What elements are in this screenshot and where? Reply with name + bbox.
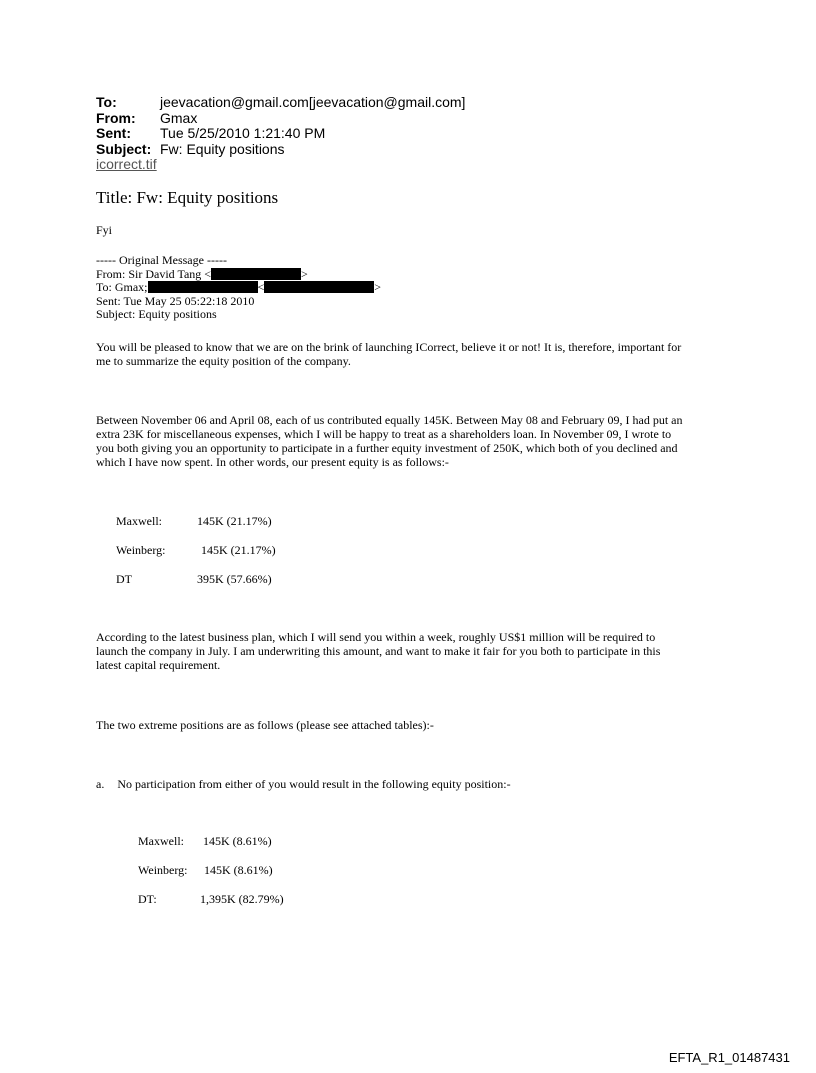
subject-label: Subject:: [96, 140, 152, 157]
to-label: To:: [96, 94, 117, 110]
greeting: Fyi: [96, 223, 113, 237]
paragraph-line: Between November 06 and April 08, each of us contributed equally 145K. Between May 08 and February 09, I had put an: [96, 413, 683, 427]
paragraph-launch: [96, 340, 681, 368]
from-value: Gmax: [160, 109, 198, 126]
original-to-mid: <: [257, 280, 265, 294]
to-value: jeevacation@gmail.com[jeevacation@gmail.com]: [160, 94, 466, 110]
sent-value: Tue 5/25/2010 1:21:40 PM: [160, 125, 326, 141]
paragraph-line: You will be pleased to know that we are on the brink of launching ICorrect, believe it or not! It is, therefore, important for: [96, 340, 682, 354]
paragraph-line: According to the latest business plan, which I will send you within a week, roughly US$1 million will be required to: [96, 630, 656, 644]
paragraph-line: launch the company in July. I am underwriting this amount, and want to make it fair for you both to participate in this: [96, 644, 661, 658]
equity-value: 145K (8.61%): [204, 863, 273, 877]
paragraph-line: extra 23K for miscellaneous expenses, which I will be happy to treat as a shareholders loan. In November 09, I wrote to: [96, 427, 672, 441]
sent-label: Sent:: [96, 125, 131, 141]
original-divider: ----- Original Message -----: [96, 253, 227, 267]
document-title: Title: Fw: Equity positions: [96, 188, 279, 207]
equity-name: Weinberg:: [138, 863, 188, 877]
attachment-link[interactable]: icorrect.tif: [96, 156, 157, 172]
original-sent: Sent: Tue May 25 05:22:18 2010: [96, 293, 255, 308]
paragraph-line: latest capital requirement.: [96, 658, 221, 672]
original-from: [96, 268, 381, 282]
equity-name: Maxwell:: [116, 514, 162, 528]
original-to-prefix: To: Gmax;: [96, 280, 148, 294]
equity-name: Maxwell:: [138, 834, 184, 848]
original-from-suffix: >: [301, 266, 308, 281]
original-from-prefix: From: Sir David Tang <: [96, 266, 212, 281]
equity-value: 1,395K (82.79%): [200, 892, 284, 906]
document-id-footer: EFTA_R1_01487431: [668, 1050, 790, 1065]
paragraph-line: which I have now spent. In other words, our present equity is as follows:-: [96, 455, 449, 469]
list-marker: a.: [96, 777, 105, 791]
paragraph-line: me to summarize the equity position of the company.: [96, 354, 351, 368]
list-item-a: [96, 777, 511, 791]
equity-value: 145K (21.17%): [201, 543, 276, 557]
redaction-bar: [264, 281, 374, 293]
equity-value: 145K (8.61%): [203, 834, 272, 848]
email-header: [96, 95, 465, 173]
subject-value: Fw: Equity positions: [160, 140, 285, 157]
redaction-bar: [211, 268, 301, 280]
paragraph-contributions: [96, 413, 683, 469]
from-row: [96, 111, 465, 127]
original-message-block: [96, 254, 381, 322]
original-subject: Subject: Equity positions: [96, 307, 217, 321]
redaction-bar: [148, 281, 258, 293]
subject-row: [96, 142, 465, 158]
original-to: [96, 281, 381, 295]
to-row: [96, 95, 465, 111]
list-item-text: No participation from either of you would result in the following equity position:-: [117, 777, 511, 791]
equity-value: 395K (57.66%): [197, 572, 272, 586]
paragraph-line: you both giving you an opportunity to participate in a further equity investment of 250K, which both of you declined and: [96, 441, 678, 455]
original-to-suffix: >: [374, 280, 382, 294]
paragraph-business-plan: [96, 630, 660, 672]
from-label: From:: [96, 109, 136, 126]
equity-value: 145K (21.17%): [197, 514, 272, 528]
sent-row: [96, 126, 465, 142]
paragraph-extreme-positions: The two extreme positions are as follows (please see attached tables):-: [96, 718, 434, 732]
equity-name: Weinberg:: [116, 543, 166, 557]
equity-name: DT:: [138, 892, 157, 906]
equity-name: DT: [116, 572, 132, 586]
